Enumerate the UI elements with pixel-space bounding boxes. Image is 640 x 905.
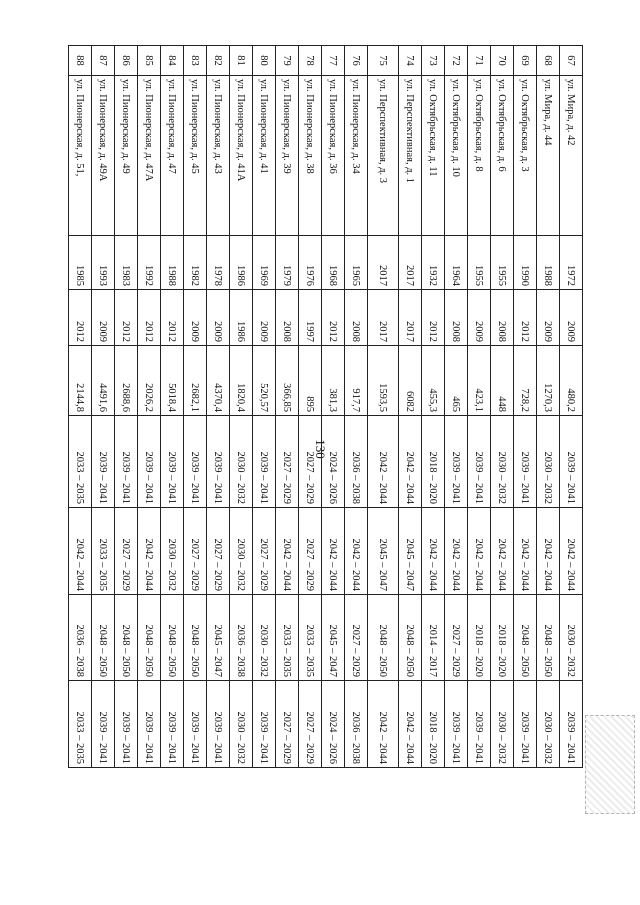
period-1-cell: 2039 – 2041: [184, 416, 207, 508]
period-4-cell: 2039 – 2041: [184, 681, 207, 768]
row-number-cell: 76: [345, 46, 368, 76]
period-4-cell: 2039 – 2041: [115, 681, 138, 768]
period-4-cell: 2030 – 2032: [537, 681, 560, 768]
value-cell: 448: [491, 346, 514, 416]
period-1-cell: 2039 – 2041: [514, 416, 537, 508]
year-overhaul-cell: 2012: [115, 290, 138, 346]
table-row: [345, 46, 368, 768]
year-overhaul-cell: 2017: [399, 290, 422, 346]
period-1-cell: 2036 – 2038: [345, 416, 368, 508]
value-cell: 520,57: [253, 346, 276, 416]
period-4-cell: 2039 – 2041: [560, 681, 583, 768]
table-row: [207, 46, 230, 768]
table-row: [299, 46, 322, 768]
address-cell: ул. Перспективная, д. 1: [399, 76, 422, 236]
year-built-cell: 1979: [276, 236, 299, 290]
period-4-cell: 2024 – 2026: [322, 681, 345, 768]
address-cell: ул. Пионерская, д. 47: [161, 76, 184, 236]
value-cell: 917,7: [345, 346, 368, 416]
year-built-cell: 1976: [299, 236, 322, 290]
value-cell: 728,2: [514, 346, 537, 416]
year-built-cell: 1968: [322, 236, 345, 290]
year-overhaul-cell: 2009: [560, 290, 583, 346]
table-body: [69, 46, 583, 768]
year-built-cell: 1992: [138, 236, 161, 290]
address-cell: ул. Октябрьская, д. 3: [514, 76, 537, 236]
year-overhaul-cell: 2012: [138, 290, 161, 346]
address-cell: ул. Мира, д. 44: [537, 76, 560, 236]
address-cell: ул. Пионерская, д. 43: [207, 76, 230, 236]
address-cell: ул. Октябрьская, д. 11: [422, 76, 445, 236]
table-row: [468, 46, 491, 768]
row-number-cell: 70: [491, 46, 514, 76]
table-row: [230, 46, 253, 768]
value-cell: 1820,4: [230, 346, 253, 416]
period-3-cell: 2048 – 2050: [161, 595, 184, 681]
period-4-cell: 2039 – 2041: [253, 681, 276, 768]
period-1-cell: 2039 – 2041: [115, 416, 138, 508]
table-row: [69, 46, 92, 768]
period-3-cell: 2027 – 2029: [445, 595, 468, 681]
year-overhaul-cell: 1986: [230, 290, 253, 346]
row-number-cell: 83: [184, 46, 207, 76]
table-row: [161, 46, 184, 768]
period-4-cell: 2039 – 2041: [161, 681, 184, 768]
period-4-cell: 2027 – 2029: [276, 681, 299, 768]
table-row: [514, 46, 537, 768]
year-built-cell: 1988: [537, 236, 560, 290]
year-built-cell: 2017: [399, 236, 422, 290]
table-row: [253, 46, 276, 768]
period-2-cell: 2030 – 2032: [161, 508, 184, 595]
year-overhaul-cell: 2012: [322, 290, 345, 346]
address-cell: ул. Мира, д. 42: [560, 76, 583, 236]
period-2-cell: 2027 – 2029: [299, 508, 322, 595]
value-cell: 1270,3: [537, 346, 560, 416]
address-cell: ул. Пионерская, д. 47А: [138, 76, 161, 236]
year-overhaul-cell: 2012: [161, 290, 184, 346]
year-overhaul-cell: 2012: [69, 290, 92, 346]
address-cell: ул. Октябрьская, д. 8: [468, 76, 491, 236]
table-row: [276, 46, 299, 768]
period-3-cell: 2036 – 2038: [230, 595, 253, 681]
period-1-cell: 2030 – 2032: [230, 416, 253, 508]
period-3-cell: 2048 – 2050: [537, 595, 560, 681]
period-2-cell: 2042 – 2044: [276, 508, 299, 595]
housing-repair-schedule-table: [68, 45, 583, 768]
period-3-cell: 2030 – 2032: [560, 595, 583, 681]
period-3-cell: 2018 – 2020: [468, 595, 491, 681]
row-number-cell: 79: [276, 46, 299, 76]
period-2-cell: 2042 – 2044: [345, 508, 368, 595]
value-cell: 4370,4: [207, 346, 230, 416]
stamp-mark: [585, 715, 635, 814]
value-cell: 480,2: [560, 346, 583, 416]
address-cell: ул. Октябрьская, д. 10: [445, 76, 468, 236]
year-overhaul-cell: 2008: [345, 290, 368, 346]
period-4-cell: 2042 – 2044: [399, 681, 422, 768]
year-overhaul-cell: 2009: [92, 290, 115, 346]
year-overhaul-cell: 2009: [184, 290, 207, 346]
table-row: [115, 46, 138, 768]
year-built-cell: 1985: [69, 236, 92, 290]
year-overhaul-cell: 2009: [207, 290, 230, 346]
row-number-cell: 77: [322, 46, 345, 76]
year-built-cell: 1990: [514, 236, 537, 290]
table-row: [422, 46, 445, 768]
period-2-cell: 2042 – 2044: [514, 508, 537, 595]
row-number-cell: 71: [468, 46, 491, 76]
table-row: [184, 46, 207, 768]
period-2-cell: 2033 – 2035: [92, 508, 115, 595]
period-2-cell: 2027 – 2029: [115, 508, 138, 595]
year-overhaul-cell: 2008: [491, 290, 514, 346]
value-cell: 895: [299, 346, 322, 416]
period-3-cell: 2048 – 2050: [399, 595, 422, 681]
address-cell: ул. Пионерская, д. 51,: [69, 76, 92, 236]
year-overhaul-cell: 2008: [445, 290, 468, 346]
row-number-cell: 88: [69, 46, 92, 76]
period-2-cell: 2042 – 2044: [322, 508, 345, 595]
year-built-cell: 1988: [161, 236, 184, 290]
address-cell: ул. Пионерская, д. 41: [253, 76, 276, 236]
year-built-cell: 1969: [253, 236, 276, 290]
period-1-cell: 2039 – 2041: [138, 416, 161, 508]
address-cell: ул. Пионерская, д. 49: [115, 76, 138, 236]
period-4-cell: 2042 – 2044: [368, 681, 399, 768]
year-built-cell: 1993: [92, 236, 115, 290]
period-3-cell: 2048 – 2050: [115, 595, 138, 681]
address-cell: ул. Пионерская, д. 45: [184, 76, 207, 236]
period-1-cell: 2030 – 2032: [491, 416, 514, 508]
address-cell: ул. Пионерская, д. 34: [345, 76, 368, 236]
address-cell: ул. Пионерская, д. 38: [299, 76, 322, 236]
period-1-cell: 2039 – 2041: [161, 416, 184, 508]
value-cell: 423,1: [468, 346, 491, 416]
period-2-cell: 2042 – 2044: [69, 508, 92, 595]
period-2-cell: 2042 – 2044: [560, 508, 583, 595]
year-built-cell: 1964: [445, 236, 468, 290]
row-number-cell: 87: [92, 46, 115, 76]
period-4-cell: 2036 – 2038: [345, 681, 368, 768]
period-3-cell: 2045 – 2047: [322, 595, 345, 681]
table-row: [322, 46, 345, 768]
row-number-cell: 67: [560, 46, 583, 76]
row-number-cell: 84: [161, 46, 184, 76]
row-number-cell: 75: [368, 46, 399, 76]
period-3-cell: 2014 – 2017: [422, 595, 445, 681]
period-4-cell: 2033 – 2035: [69, 681, 92, 768]
period-2-cell: 2042 – 2044: [468, 508, 491, 595]
period-2-cell: 2027 – 2029: [207, 508, 230, 595]
period-2-cell: 2030 – 2032: [230, 508, 253, 595]
period-2-cell: 2027 – 2029: [184, 508, 207, 595]
period-3-cell: 2045 – 2047: [207, 595, 230, 681]
value-cell: 6082: [399, 346, 422, 416]
period-3-cell: 2048 – 2050: [514, 595, 537, 681]
period-1-cell: 2039 – 2041: [445, 416, 468, 508]
table-row: [537, 46, 560, 768]
period-4-cell: 2030 – 2032: [491, 681, 514, 768]
year-built-cell: 1972: [560, 236, 583, 290]
value-cell: 2682,1: [184, 346, 207, 416]
period-4-cell: 2039 – 2041: [207, 681, 230, 768]
row-number-cell: 81: [230, 46, 253, 76]
value-cell: 366,85: [276, 346, 299, 416]
table-row: [491, 46, 514, 768]
row-number-cell: 74: [399, 46, 422, 76]
period-4-cell: 2039 – 2041: [445, 681, 468, 768]
year-built-cell: 1986: [230, 236, 253, 290]
page-number: 130: [313, 439, 328, 459]
period-2-cell: 2027 – 2029: [253, 508, 276, 595]
row-number-cell: 86: [115, 46, 138, 76]
table-row: [92, 46, 115, 768]
period-2-cell: 2042 – 2044: [445, 508, 468, 595]
period-3-cell: 2018 – 2020: [491, 595, 514, 681]
year-built-cell: 1983: [115, 236, 138, 290]
year-overhaul-cell: 2012: [422, 290, 445, 346]
row-number-cell: 78: [299, 46, 322, 76]
period-2-cell: 2042 – 2044: [537, 508, 560, 595]
period-3-cell: 2036 – 2038: [69, 595, 92, 681]
period-1-cell: 2039 – 2041: [207, 416, 230, 508]
period-4-cell: 2039 – 2041: [514, 681, 537, 768]
period-1-cell: 2027 – 2029: [276, 416, 299, 508]
year-overhaul-cell: 2009: [537, 290, 560, 346]
period-2-cell: 2042 – 2044: [138, 508, 161, 595]
period-3-cell: 2048 – 2050: [92, 595, 115, 681]
period-3-cell: 2048 – 2050: [138, 595, 161, 681]
address-cell: ул. Октябрьская, д. 6: [491, 76, 514, 236]
table-row: [445, 46, 468, 768]
period-2-cell: 2045 – 2047: [368, 508, 399, 595]
period-3-cell: 2033 – 2035: [299, 595, 322, 681]
address-cell: ул. Пионерская, д. 41А: [230, 76, 253, 236]
value-cell: 2144,8: [69, 346, 92, 416]
period-1-cell: 2027 – 2029: [299, 416, 322, 508]
year-overhaul-cell: 2009: [253, 290, 276, 346]
address-cell: ул. Пионерская, д. 49А: [92, 76, 115, 236]
period-4-cell: 2030 – 2032: [230, 681, 253, 768]
value-cell: 455,3: [422, 346, 445, 416]
year-built-cell: 1955: [491, 236, 514, 290]
period-1-cell: 2039 – 2041: [468, 416, 491, 508]
address-cell: ул. Пионерская, д. 39: [276, 76, 299, 236]
year-overhaul-cell: 2008: [276, 290, 299, 346]
address-cell: ул. Пионерская, д. 36: [322, 76, 345, 236]
value-cell: 465: [445, 346, 468, 416]
year-overhaul-cell: 2017: [368, 290, 399, 346]
row-number-cell: 85: [138, 46, 161, 76]
period-1-cell: 2024 – 2026: [322, 416, 345, 508]
row-number-cell: 80: [253, 46, 276, 76]
year-built-cell: 1978: [207, 236, 230, 290]
row-number-cell: 82: [207, 46, 230, 76]
period-4-cell: 2039 – 2041: [92, 681, 115, 768]
value-cell: 2688,6: [115, 346, 138, 416]
period-3-cell: 2048 – 2050: [184, 595, 207, 681]
period-1-cell: 2039 – 2041: [253, 416, 276, 508]
year-built-cell: 1955: [468, 236, 491, 290]
period-4-cell: 2039 – 2041: [138, 681, 161, 768]
table-row: [138, 46, 161, 768]
row-number-cell: 72: [445, 46, 468, 76]
period-3-cell: 2030 – 2032: [253, 595, 276, 681]
value-cell: 5018,4: [161, 346, 184, 416]
period-2-cell: 2042 – 2044: [422, 508, 445, 595]
period-3-cell: 2027 – 2029: [345, 595, 368, 681]
year-built-cell: 1982: [184, 236, 207, 290]
period-4-cell: 2027 – 2029: [299, 681, 322, 768]
year-built-cell: 1932: [422, 236, 445, 290]
table-row: [560, 46, 583, 768]
period-1-cell: 2039 – 2041: [560, 416, 583, 508]
period-1-cell: 2033 – 2035: [69, 416, 92, 508]
table-row: [399, 46, 422, 768]
table-viewport: [74, 45, 583, 767]
year-built-cell: 1965: [345, 236, 368, 290]
year-overhaul-cell: 1997: [299, 290, 322, 346]
period-2-cell: 2045 – 2047: [399, 508, 422, 595]
period-3-cell: 2048 – 2050: [368, 595, 399, 681]
value-cell: 2026,2: [138, 346, 161, 416]
value-cell: 1593,5: [368, 346, 399, 416]
address-cell: ул. Перспективная, д. 3: [368, 76, 399, 236]
year-built-cell: 2017: [368, 236, 399, 290]
period-2-cell: 2042 – 2044: [491, 508, 514, 595]
period-1-cell: 2042 – 2044: [399, 416, 422, 508]
value-cell: 381,3: [322, 346, 345, 416]
period-3-cell: 2033 – 2035: [276, 595, 299, 681]
value-cell: 4491,6: [92, 346, 115, 416]
period-4-cell: 2039 – 2041: [468, 681, 491, 768]
period-1-cell: 2018 – 2020: [422, 416, 445, 508]
year-overhaul-cell: 2009: [468, 290, 491, 346]
row-number-cell: 69: [514, 46, 537, 76]
year-overhaul-cell: 2012: [514, 290, 537, 346]
row-number-cell: 73: [422, 46, 445, 76]
period-4-cell: 2018 – 2020: [422, 681, 445, 768]
table-row: [368, 46, 399, 768]
period-1-cell: 2030 – 2032: [537, 416, 560, 508]
period-1-cell: 2042 – 2044: [368, 416, 399, 508]
period-1-cell: 2039 – 2041: [92, 416, 115, 508]
row-number-cell: 68: [537, 46, 560, 76]
